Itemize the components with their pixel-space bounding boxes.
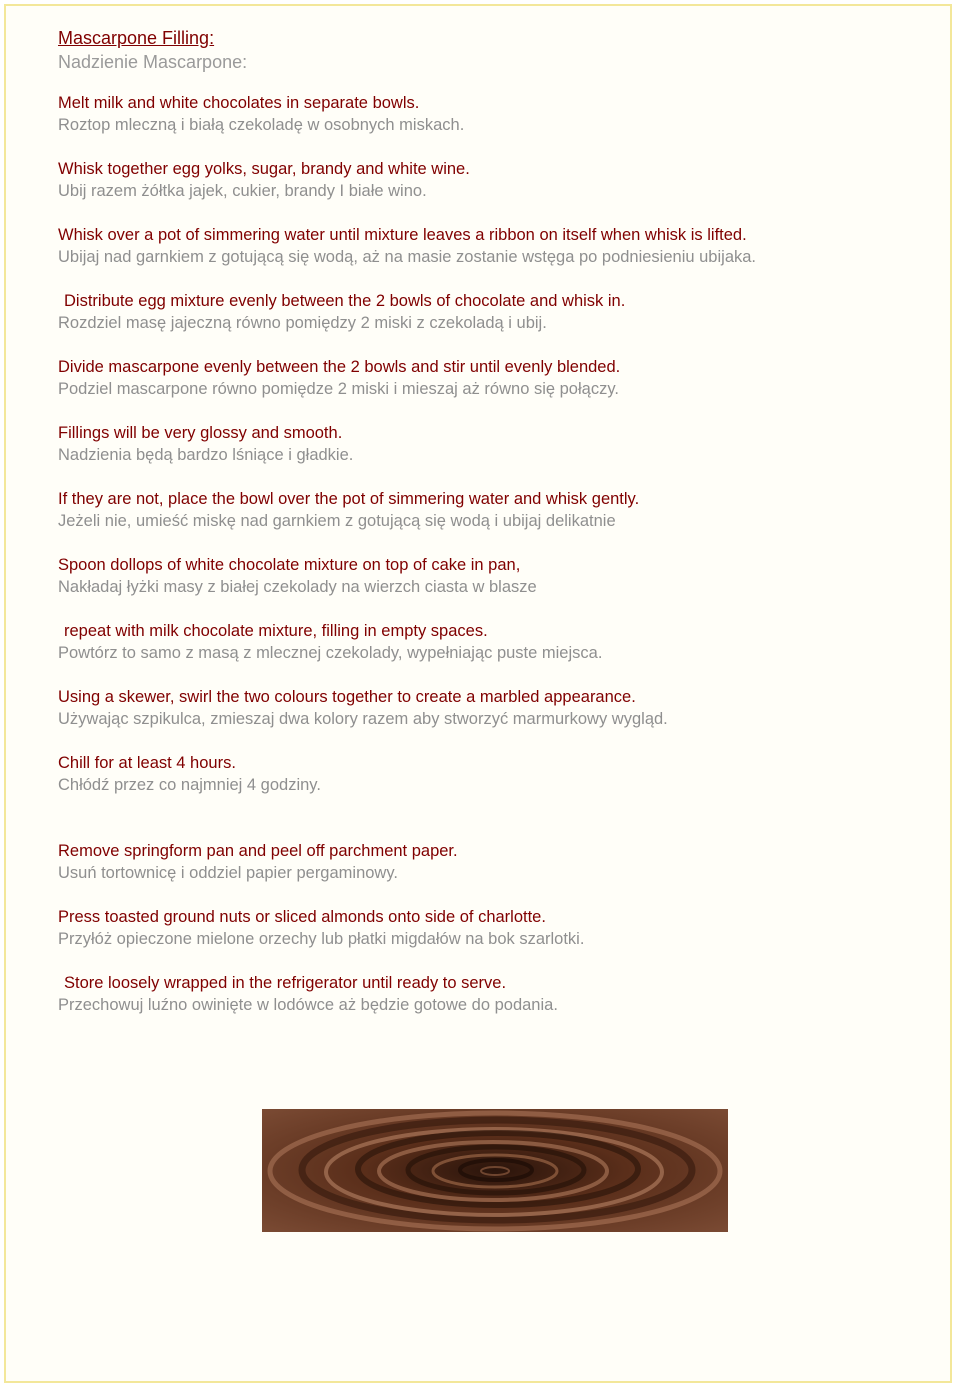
step-polish: Powtórz to samo z masą z mlecznej czekolady, wypełniając puste miejsca. bbox=[58, 644, 603, 662]
step-english: Melt milk and white chocolates in separate bowls. bbox=[58, 94, 420, 112]
step-polish: Ubijaj nad garnkiem z gotującą się wodą, aż na masie zostanie wstęga po podniesieniu ubijaka. bbox=[58, 248, 757, 266]
step-polish: Ubij razem żółtka jajek, cukier, brandy I białe wino. bbox=[58, 182, 427, 200]
recipe-step bbox=[58, 422, 938, 466]
step-english: Press toasted ground nuts or sliced almonds onto side of charlotte. bbox=[58, 908, 546, 926]
step-polish: Przechowuj luźno owinięte w lodówce aż będzie gotowe do podania. bbox=[58, 996, 558, 1014]
recipe-step bbox=[58, 906, 938, 950]
recipe-step bbox=[58, 620, 938, 664]
step-polish: Nakładaj łyżki masy z białej czekolady na wierzch ciasta w blasze bbox=[58, 578, 537, 596]
heading-english: Mascarpone Filling: bbox=[58, 28, 215, 48]
step-english: Store loosely wrapped in the refrigerator until ready to serve. bbox=[64, 974, 507, 992]
step-english: Whisk together egg yolks, sugar, brandy and white wine. bbox=[58, 160, 470, 178]
recipe-step bbox=[58, 554, 938, 598]
recipe-step bbox=[58, 840, 938, 884]
heading-polish: Nadzienie Mascarpone: bbox=[58, 52, 248, 72]
step-polish: Jeżeli nie, umieść miskę nad garnkiem z gotującą się wodą i ubijaj delikatnie bbox=[58, 512, 616, 530]
recipe-step bbox=[58, 972, 938, 1016]
recipe-content bbox=[58, 26, 938, 1038]
step-english: Fillings will be very glossy and smooth. bbox=[58, 424, 343, 442]
step-english: Remove springform pan and peel off parchment paper. bbox=[58, 842, 458, 860]
recipe-step bbox=[58, 488, 938, 532]
chocolate-swirl-image bbox=[262, 1109, 728, 1232]
step-english: Divide mascarpone evenly between the 2 bowls and stir until evenly blended. bbox=[58, 358, 621, 376]
step-english: Distribute egg mixture evenly between the 2 bowls of chocolate and whisk in. bbox=[64, 292, 626, 310]
step-english: Using a skewer, swirl the two colours together to create a marbled appearance. bbox=[58, 688, 636, 706]
step-polish: Usuń tortownicę i oddziel papier pergaminowy. bbox=[58, 864, 398, 882]
step-polish: Rozdziel masę jajeczną równo pomiędzy 2 miski z czekoladą i ubij. bbox=[58, 314, 547, 332]
step-english: Whisk over a pot of simmering water until mixture leaves a ribbon on itself when whisk is lifted. bbox=[58, 226, 747, 244]
step-polish: Używając szpikulca, zmieszaj dwa kolory razem aby stworzyć marmurkowy wygląd. bbox=[58, 710, 668, 728]
recipe-step bbox=[58, 158, 938, 202]
recipe-step bbox=[58, 686, 938, 730]
step-polish: Przyłóż opieczone mielone orzechy lub płatki migdałów na bok szarlotki. bbox=[58, 930, 585, 948]
recipe-step bbox=[58, 290, 938, 334]
recipe-step bbox=[58, 752, 938, 796]
step-polish: Podziel mascarpone równo pomiędze 2 miski i mieszaj aż równo się połączy. bbox=[58, 380, 619, 398]
recipe-step bbox=[58, 92, 938, 136]
step-english: repeat with milk chocolate mixture, filling in empty spaces. bbox=[64, 622, 488, 640]
step-english: If they are not, place the bowl over the pot of simmering water and whisk gently. bbox=[58, 490, 640, 508]
step-english: Spoon dollops of white chocolate mixture on top of cake in pan, bbox=[58, 556, 521, 574]
step-polish: Nadzienia będą bardzo lśniące i gładkie. bbox=[58, 446, 354, 464]
recipe-step bbox=[58, 224, 938, 268]
step-english: Chill for at least 4 hours. bbox=[58, 754, 236, 772]
step-polish: Chłódź przez co najmniej 4 godziny. bbox=[58, 776, 321, 794]
recipe-step bbox=[58, 356, 938, 400]
step-polish: Roztop mleczną i białą czekoladę w osobnych miskach. bbox=[58, 116, 465, 134]
